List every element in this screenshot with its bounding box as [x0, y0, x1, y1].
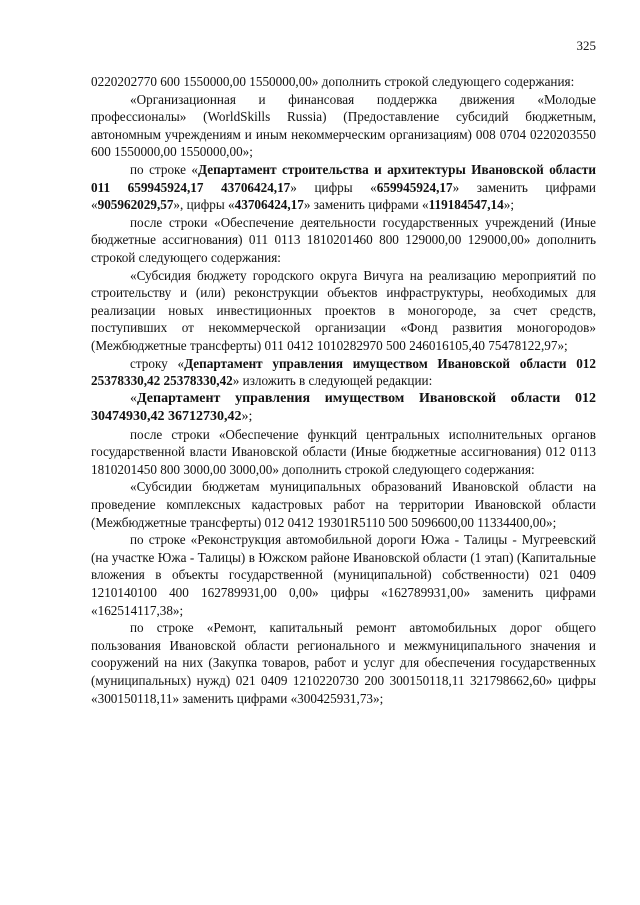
bold-text: 43706424,17 [234, 197, 304, 213]
paragraph [91, 619, 596, 707]
paragraph [91, 355, 596, 390]
bold-text: Департамент управления имуществом Ивановской области 012 25378330,42 25378330,42 [91, 355, 596, 389]
text-run: «Субсидия бюджету городского округа Вичуга на реализацию мероприятий по строительству и (или) реконструкции объектов инфраструктуры, необходимых для реализации новых инвестиционных проектов в моногороде, за счет средств, поступивших от некоммерческой организации «Фонд развития моногородов» (Межбюджетные трансферты) 011 0412 1010282970 500 246016105,40 75478122,97»; [91, 267, 596, 353]
text-run: » цифры « [290, 179, 377, 195]
text-run: по строке «Реконструкция автомобильной дороги Южа - Талицы - Мугреевский (на участке Южа - Талицы) в Южском районе Ивановской области (1 этап) (Капитальные вложения в объекты государственной (муниципальной) собственности) 021 0409 1210140100 400 162789931,00 0,00» цифры «162789931,00» заменить цифрами «162514117,38»; [91, 532, 596, 618]
paragraph [91, 73, 596, 91]
bold-text: Департамент управления имуществом Ивановской области 012 30474930,42 36712730,42 [91, 390, 596, 424]
paragraph [91, 214, 596, 267]
paragraph [91, 91, 596, 161]
paragraph [91, 390, 596, 426]
text-run: по строке « [130, 161, 198, 177]
text-run: », цифры « [173, 197, 235, 213]
paragraph [91, 426, 596, 479]
paragraph [91, 531, 596, 619]
text-run: после строки «Обеспечение деятельности государственных учреждений (Иные бюджетные ассигнования) 011 0113 1810201460 800 129000,00 129000,00» дополнить строкой следующего содержания: [91, 214, 596, 265]
text-run: » заменить цифрами « [91, 179, 596, 213]
text-run: «Субсидии бюджетам муниципальных образований Ивановской области на проведение комплексных кадастровых работ на территории Ивановской области (Межбюджетные трансферты) 012 0412 19301R5110 500 5096600,00 11334400,00»; [91, 479, 596, 530]
text-run: » заменить цифрами « [303, 197, 429, 213]
bold-text: 659945924,17 [376, 179, 453, 195]
page-number: 325 [576, 38, 596, 53]
text-run: »; [503, 197, 514, 213]
text-run: «Организационная и финансовая поддержка движения «Молодые профессионалы» (WorldSkills Russia) (Предоставление субсидий бюджетным, автономным учреждениям и иным некоммерческим организациям) 008 0704 0220203550 600 1550000,00 1550000,00»; [91, 91, 596, 160]
text-run: » изложить в следующей редакции: [232, 373, 433, 389]
text-run: после строки «Обеспечение функций центральных исполнительных органов государственной власти Ивановской области (Иные бюджетные ассигнования) 012 0113 1810201450 800 3000,00 3000,00» дополнить строкой следующего содержания: [91, 426, 596, 477]
bold-text: Департамент строительства и архитектуры Ивановской области 011 659945924,17 43706424,17 [91, 161, 596, 195]
text-run: строку « [130, 355, 185, 371]
bold-text: 119184547,14 [428, 197, 504, 213]
text-run: « [130, 390, 137, 406]
text-run: 0220202770 600 1550000,00 1550000,00» дополнить строкой следующего содержания: [91, 74, 575, 89]
text-run: по строке «Ремонт, капитальный ремонт автомобильных дорог общего пользования Ивановской области регионального и межмуниципального значения и сооружений на них (Закупка товаров, работ и услуг для обеспечения государственных (муниципальных) нужд) 021 0409 1210220730 200 300150118,11 321798662,60» цифры «300150118,11» заменить цифрами «300425931,73»; [91, 620, 596, 706]
paragraph [91, 161, 596, 214]
paragraph [91, 478, 596, 531]
paragraph [91, 267, 596, 355]
bold-text: 905962029,57 [97, 197, 174, 213]
text-run: »; [241, 408, 253, 424]
document-body [91, 73, 596, 707]
